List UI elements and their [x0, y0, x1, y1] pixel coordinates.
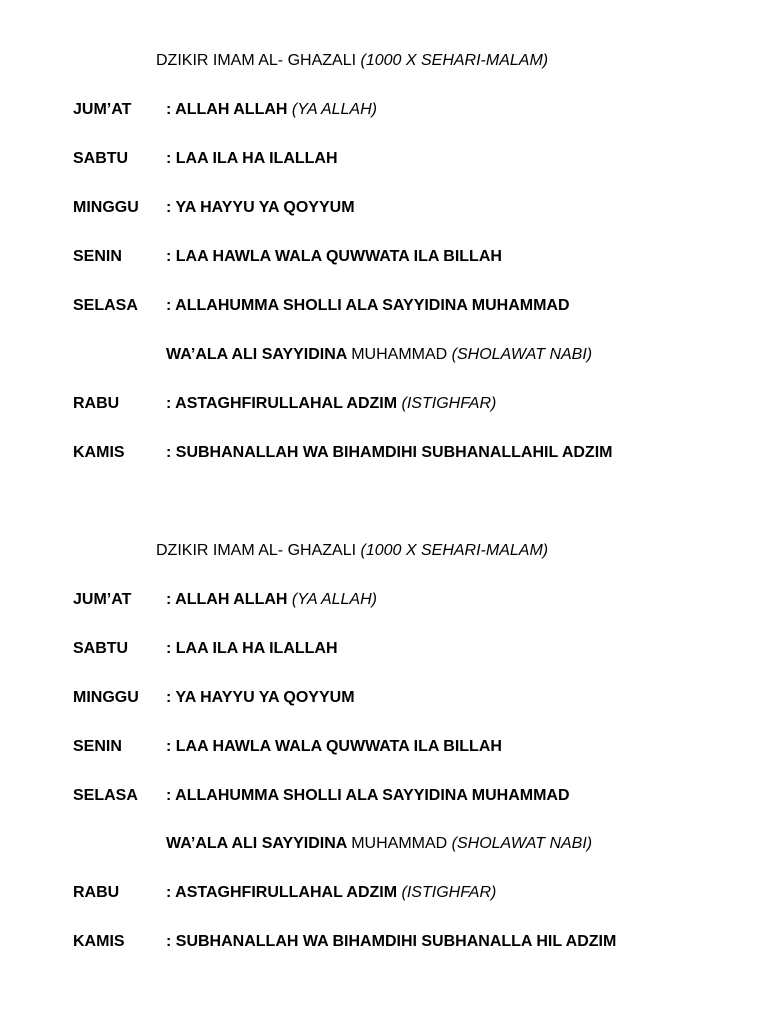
block-title — [156, 51, 548, 71]
dzikir-text: : YA HAYYU YA QOYYUM — [166, 199, 355, 216]
day-label: JUM’AT — [73, 101, 132, 118]
dzikir-text: : ALLAHUMMA SHOLLI ALA SAYYIDINA MUHAMMAD — [166, 787, 570, 804]
day-label: SABTU — [73, 640, 129, 657]
dzikir-note: (YA ALLAH) — [291, 591, 377, 608]
dzikir-text: : ALLAHUMMA SHOLLI ALA SAYYIDINA MUHAMMAD — [166, 297, 570, 314]
day-label: RABU — [73, 884, 120, 901]
continuation-note: (SHOLAWAT NABI) — [451, 346, 593, 363]
continuation-mid: MUHAMMAD — [351, 346, 452, 363]
day-row-minggu — [73, 688, 355, 708]
dzikir-note: (YA ALLAH) — [291, 101, 377, 118]
dzikir-text: : SUBHANALLAH WA BIHAMDIHI SUBHANALLA HIL ADZIM — [166, 933, 617, 950]
dzikir-text: : LAA ILA HA ILALLAH — [166, 640, 338, 657]
day-row-kamis — [73, 443, 612, 463]
continuation-text: WA’ALA ALI SAYYIDINA — [166, 346, 352, 363]
dzikir-note: (ISTIGHFAR) — [401, 395, 497, 412]
day-row-rabu — [73, 394, 496, 414]
day-row-sabtu — [73, 639, 338, 659]
day-label: SELASA — [73, 787, 138, 804]
day-row-sabtu — [73, 149, 338, 169]
day-row-senin — [73, 737, 502, 757]
day-label: MINGGU — [73, 199, 139, 216]
day-label: SENIN — [73, 738, 122, 755]
day-label: MINGGU — [73, 689, 139, 706]
day-label: SENIN — [73, 248, 122, 265]
day-row-kamis — [73, 932, 616, 952]
day-label: SABTU — [73, 150, 129, 167]
day-label: KAMIS — [73, 933, 125, 950]
dzikir-text: : LAA HAWLA WALA QUWWATA ILA BILLAH — [166, 248, 502, 265]
day-row-jumat — [73, 100, 377, 120]
day-row-rabu — [73, 883, 496, 903]
dzikir-text: : SUBHANALLAH WA BIHAMDIHI SUBHANALLAHIL ADZIM — [166, 444, 613, 461]
day-row-selasa — [73, 296, 570, 316]
continuation-text: WA’ALA ALI SAYYIDINA — [166, 835, 352, 852]
dzikir-text: : ALLAH ALLAH — [166, 101, 292, 118]
continuation-note: (SHOLAWAT NABI) — [451, 835, 593, 852]
title-main: DZIKIR IMAM AL- GHAZALI — [156, 542, 361, 559]
day-row-selasa — [73, 786, 570, 806]
day-label: SELASA — [73, 297, 138, 314]
block-title — [156, 541, 548, 561]
selasa-continuation — [166, 834, 592, 854]
dzikir-text: : ASTAGHFIRULLAHAL ADZIM — [166, 395, 402, 412]
dzikir-text: : YA HAYYU YA QOYYUM — [166, 689, 355, 706]
selasa-continuation — [166, 345, 592, 365]
dzikir-text: : LAA HAWLA WALA QUWWATA ILA BILLAH — [166, 738, 502, 755]
dzikir-text: : ASTAGHFIRULLAHAL ADZIM — [166, 884, 402, 901]
dzikir-text: : ALLAH ALLAH — [166, 591, 292, 608]
dzikir-note: (ISTIGHFAR) — [401, 884, 497, 901]
day-row-jumat — [73, 590, 377, 610]
day-label: RABU — [73, 395, 120, 412]
title-main: DZIKIR IMAM AL- GHAZALI — [156, 52, 361, 69]
day-row-minggu — [73, 198, 355, 218]
day-row-senin — [73, 247, 502, 267]
day-label: KAMIS — [73, 444, 125, 461]
title-note: (1000 X SEHARI-MALAM) — [360, 542, 549, 559]
day-label: JUM’AT — [73, 591, 132, 608]
continuation-mid: MUHAMMAD — [351, 835, 452, 852]
dzikir-text: : LAA ILA HA ILALLAH — [166, 150, 338, 167]
title-note: (1000 X SEHARI-MALAM) — [360, 52, 549, 69]
